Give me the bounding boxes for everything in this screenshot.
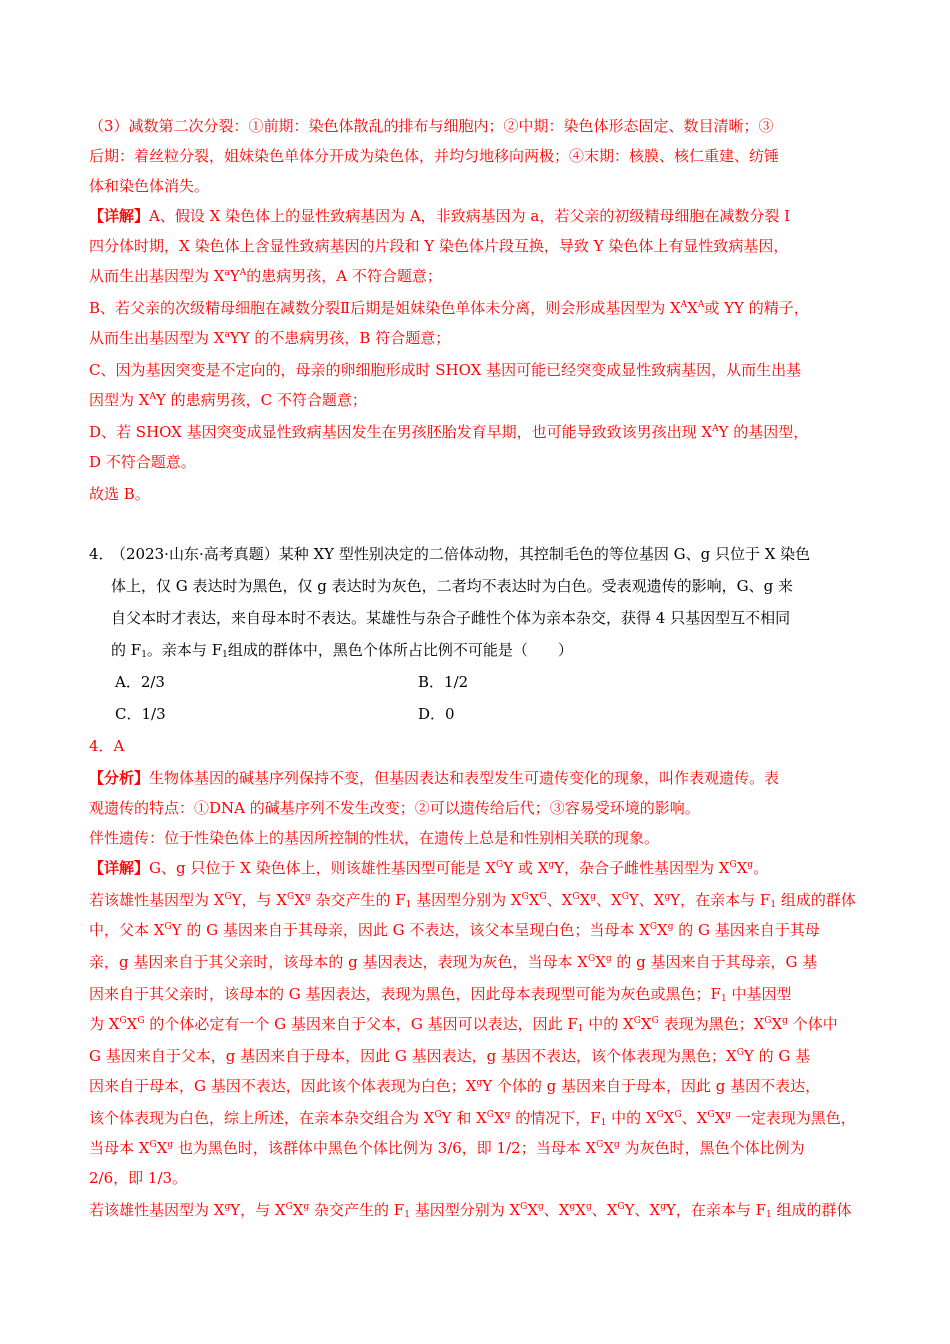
analysis-line-3: 伴性遗传：位于性染色体上的基因所控制的性状，在遗传上总是和性别相关联的现象。 <box>89 829 660 847</box>
detail-a-line-2: 四分体时期，X 染色体上含显性致病基因的片段和 Y 染色体片段互换，导致 Y 染色体上有显性致病基因， <box>89 237 789 255</box>
answer-line: 4．A <box>89 737 125 755</box>
detail4-line-3: 中，父本 $X^GY$ 的 G 基因来自于其母亲，因此 G 不表达，该父本呈现白色；当母本 $X^GX^g$ 的 G 基因来自于其母 <box>89 921 820 939</box>
detail4-line-1: 【详解】G、g 只位于 X 染色体上，则该雄性基因型可能是 $X^GY$ 或 $X^gY$，杂合子雌性基因型为 $X^GX^g$。 <box>89 859 769 877</box>
detail4-line-12: 若该雄性基因型为 $X^gY$，与 $X^GX^g$ 杂交产生的 $F_1$ 基因型分别为 $X^GX^g$、$X^gX^g$、$X^GY$、$X^gY$，在亲本与 $F_1$ 组成的群体 <box>89 1201 852 1220</box>
detail4-line-2: 若该雄性基因型为 $X^GY$，与 $X^GX^g$ 杂交产生的 $F_1$ 基因型分别为 $X^GX^G$、$X^GX^g$、$X^GY$、$X^gY$，在亲本与 $F_1$ 组成的群体 <box>89 891 856 910</box>
detail-d-line-2: D 不符合题意。 <box>89 453 196 471</box>
question-line-2: 体上，仅 G 表达时为黑色，仅 g 表达时为灰色，二者均不表达时为白色。受表观遗传的影响，G、g 来 <box>111 577 794 595</box>
analysis-tag: 【分析】 <box>89 769 150 787</box>
solution-line-3: 体和染色体消失。 <box>89 177 210 195</box>
detail4-line-9: 该个体表现为白色，综上所述，在亲本杂交组合为 $X^GY$ 和 $X^GX^g$ 的情况下，$F_1$ 中的 $X^GX^G$、$X^GX^g$ 一定表现为黑色， <box>89 1109 856 1128</box>
solution-line-1: （3）减数第二次分裂：①前期：染色体散乱的排布与细胞内；②中期：染色体形态固定、数目清晰；③ <box>89 117 774 135</box>
option-a: A．2/3 <box>115 673 165 691</box>
detail4-line-11: 2/6，即 1/3。 <box>89 1169 188 1187</box>
detail4-tag: 【详解】 <box>89 859 150 877</box>
detail4-line-5: 因来自于其父亲时，该母本的 G 基因表达，表现为黑色，因此母本表现型可能为灰色或黑色；$F_1$ 中基因型 <box>89 985 792 1004</box>
detail-b-line-2: 从而生出基因型为 $X^aYY$ 的不患病男孩，B 符合题意； <box>89 329 451 347</box>
solution-line-2: 后期：着丝粒分裂，姐妹染色单体分开成为染色体，并均匀地移向两极；④末期：核膜、核仁重建、纺锤 <box>89 147 780 165</box>
question-line-3: 自父本时才表达，来自母本时不表达。某雄性与杂合子雌性个体为亲本杂交，获得 4 只基因型互不相同 <box>111 609 791 627</box>
option-c: C．1/3 <box>115 705 166 723</box>
detail4-line-8: 因来自于母本，G 基因不表达，因此该个体表现为白色；$X^gY$ 个体的 g 基因来自于母本，因此 g 基因不表达， <box>89 1077 821 1095</box>
analysis-line-1: 【分析】生物体基因的碱基序列保持不变，但基因表达和表型发生可遗传变化的现象，叫作表观遗传。表 <box>89 769 780 787</box>
question-line-1: （2023·山东·高考真题）某种 XY 型性别决定的二倍体动物，其控制毛色的等位基因 G、g 只位于 X 染色 <box>111 545 811 563</box>
option-b: B．1/2 <box>418 673 469 691</box>
detail-a-line-3: 从而生出基因型为 $X^aY^A$的患病男孩，A 不符合题意； <box>89 267 442 285</box>
detail4-line-4: 亲，g 基因来自于其父亲时，该母本的 g 基因表达，表现为灰色，当母本 $X^GX^g$ 的 g 基因来自于其母亲，G 基 <box>89 953 818 971</box>
detail4-line-10: 当母本 $X^GX^g$ 也为黑色时，该群体中黑色个体比例为 3/6，即 1/2；当母本 $X^GX^g$ 为灰色时，黑色个体比例为 <box>89 1139 805 1157</box>
question-number: 4． <box>89 545 114 563</box>
analysis-line-2: 观遗传的特点：①DNA 的碱基序列不发生改变；②可以遗传给后代；③容易受环境的影响。 <box>89 799 700 817</box>
detail4-line-6: 为 $X^GX^G$ 的个体必定有一个 G 基因来自于父本，G 基因可以表达，因此 $F_1$ 中的 $X^GX^G$ 表现为黑色；$X^GX^g$ 个体中 <box>89 1015 838 1034</box>
detail-d-line-1: D、若 SHOX 基因突变成显性致病基因发生在男孩胚胎发育早期，也可能导致致该男孩出现 $X^AY$ 的基因型， <box>89 423 809 441</box>
question-line-4: 的 $F_1$。亲本与 $F_1$组成的群体中，黑色个体所占比例不可能是（ ） <box>111 641 573 660</box>
detail-c-line-2: 因型为 $X^AY$ 的患病男孩，C 不符合题意； <box>89 391 367 409</box>
option-d: D．0 <box>418 705 455 723</box>
detail-tag: 【详解】 <box>89 207 150 225</box>
detail-c-line-1: C、因为基因突变是不定向的，母亲的卵细胞形成时 SHOX 基因可能已经突变成显性致病基因，从而生出基 <box>89 361 802 379</box>
choose-line: 故选 B。 <box>89 485 150 503</box>
detail-a-line-1: 【详解】A、假设 X 染色体上的显性致病基因为 A，非致病基因为 a，若父亲的初级精母细胞在减数分裂 I <box>89 207 791 225</box>
detail4-line-7: G 基因来自于父本，g 基因来自于母本，因此 G 基因表达，g 基因不表达，该个体表现为黑色；$X^GY$ 的 G 基 <box>89 1047 811 1065</box>
detail-b-line-1: B、若父亲的次级精母细胞在减数分裂Ⅱ后期是姐妹染色单体未分离，则会形成基因型为 $X^AX^A$或 YY 的精子， <box>89 299 809 317</box>
